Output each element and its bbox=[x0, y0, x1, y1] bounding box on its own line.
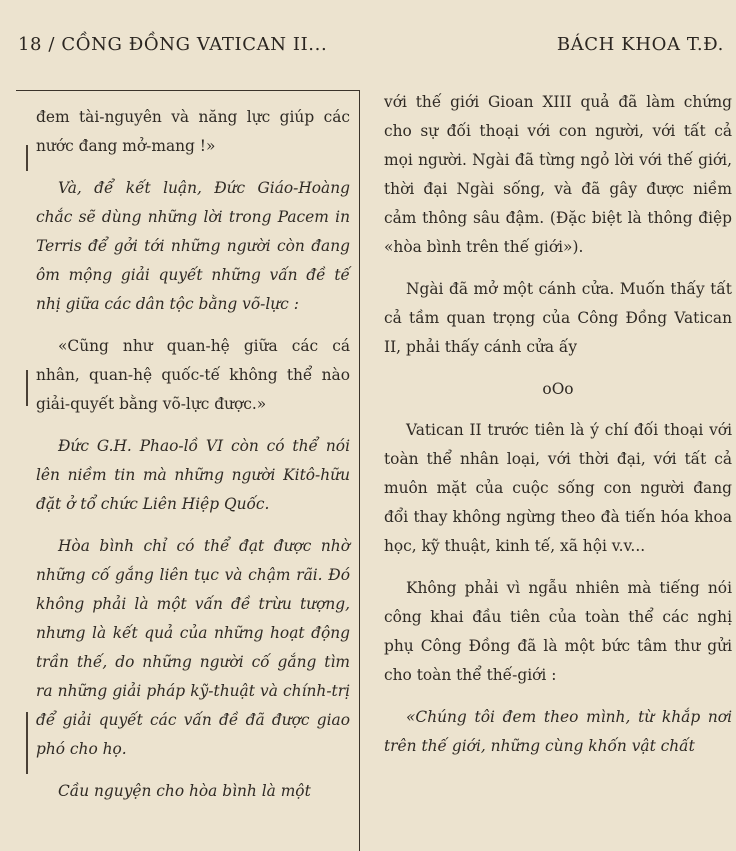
right-column bbox=[384, 88, 732, 774]
right-paragraph-4: Không phải vì ngẫu nhiên mà tiếng nói công khai đầu tiên của toàn thể các nghị phụ Công Đồng đã là một bức tâm thư gửi cho toàn thể thế-giới : bbox=[384, 579, 732, 684]
right-paragraph-3: Vatican II trước tiên là ý chí đối thoại với toàn thể nhân loại, với thời đại, với tất cả muôn mặt của cuộc sống con người đang đổi thay không ngừng theo đà tiến hóa khoa học, kỹ thuật, kinh tế, xã hội v.v... bbox=[384, 421, 732, 555]
left-column bbox=[36, 103, 350, 819]
left-paragraph-1: đem tài-nguyên và năng lực giúp các nước đang mở-mang !» bbox=[36, 108, 350, 155]
margin-mark-bottom bbox=[26, 712, 28, 774]
running-header bbox=[18, 34, 724, 60]
left-paragraph-2: Và, để kết luận, Đức Giáo-Hoàng chắc sẽ dùng những lời trong Pacem in Terris để gởi tới những người còn đang ôm mộng giải quyết những vấn đề tế nhị giữa các dân tộc bằng võ-lực : bbox=[36, 179, 350, 313]
right-paragraph-1: với thế giới Gioan XIII quả đã làm chứng cho sự đối thoại với con người, với tất cả mọi người. Ngài đã từng ngỏ lời với thế giới, thời đại Ngài sống, và đã gây được niềm cảm thông sâu đậm. (Đặc biệt là thông điệp «hòa bình trên thế giới»). bbox=[384, 93, 732, 256]
right-paragraph-2: Ngài đã mở một cánh cửa. Muốn thấy tất cả tầm quan trọng của Công Đồng Vatican II, phải thấy cánh cửa ấy bbox=[384, 280, 732, 356]
margin-mark-top bbox=[26, 145, 28, 171]
left-paragraph-4: Đức G.H. Phao-lồ VI còn có thể nói lên niềm tin mà những người Kitô-hữu đặt ở tổ chức Liên Hiệp Quốc. bbox=[36, 437, 350, 513]
left-paragraph-5: Hòa bình chỉ có thể đạt được nhờ những cố gắng liên tục và chậm rãi. Đó không phải là một vấn đề trừu tượng, nhưng là kết quả của những hoạt động trần thế, do những người cố gắng tìm ra những giải pháp kỹ-thuật và chính-trị để giải quyết các vấn đề đã được giao phó cho họ. bbox=[36, 537, 350, 758]
left-paragraph-6: Cầu nguyện cho hòa bình là một bbox=[58, 782, 311, 800]
header-page-title: 18 / CỒNG ĐỒNG VATICAN II... bbox=[18, 34, 328, 55]
right-quote: «Chúng tôi đem theo mình, từ khắp nơi trên thế giới, những cùng khốn vật chất bbox=[384, 708, 732, 755]
margin-mark-middle bbox=[26, 370, 28, 406]
section-separator: oOo bbox=[542, 380, 574, 398]
left-quote: «Cũng như quan-hệ giữa các cá nhân, quan-hệ quốc-tế không thể nào giải-quyết bằng võ-lực được.» bbox=[36, 337, 350, 413]
header-publication: BÁCH KHOA T.Đ. bbox=[556, 34, 724, 55]
